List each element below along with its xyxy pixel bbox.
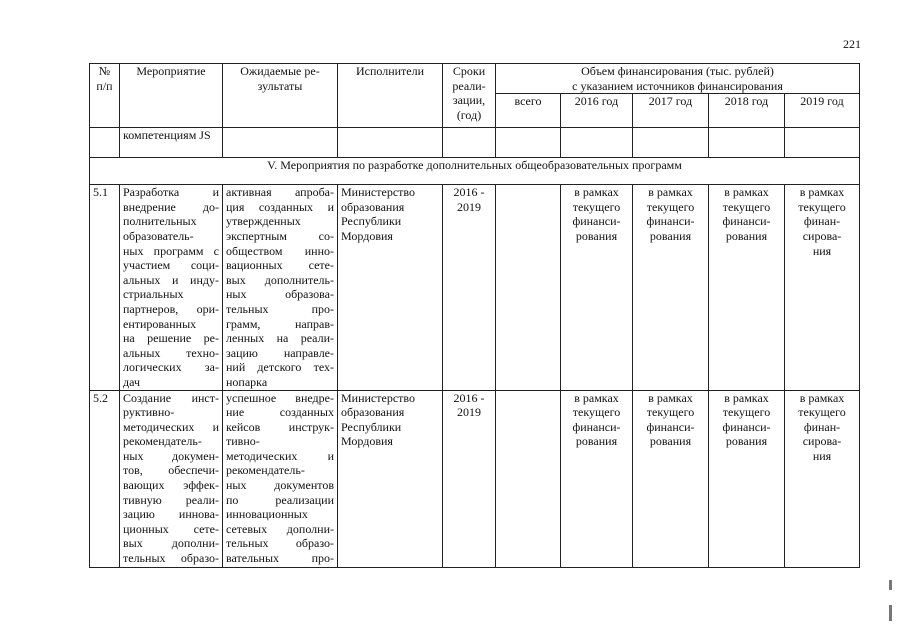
cell-line: на решение ре- (123, 331, 219, 346)
cell-line: вательных про- (226, 551, 334, 566)
row-num: 5.1 (90, 185, 120, 390)
row-terms (443, 185, 496, 390)
cell-line: вых дополни- (123, 536, 219, 551)
cell-line: тивно- (226, 434, 260, 449)
cell-line: участием соци- (123, 258, 219, 273)
cell-line: сирова- (802, 434, 842, 449)
cell-line: полнительных (123, 214, 197, 229)
cell-line: образования (341, 199, 405, 214)
cell-line: тельных про- (226, 301, 334, 316)
header-2018: 2018 год (709, 94, 785, 128)
cell-line: дач (123, 374, 140, 389)
cell-line: финан- (803, 214, 841, 229)
cell-line: внедрение до- (123, 199, 219, 214)
cell-line: успешное внедре- (226, 390, 334, 405)
row-2017 (633, 185, 709, 390)
cell-line: Создание инст- (123, 390, 219, 405)
scan-mark-2 (889, 605, 892, 621)
cell-line: методических и (226, 448, 334, 463)
cell-line: зацию направле- (226, 345, 334, 360)
cell-line: тельных образо- (226, 536, 334, 551)
cell-line: ентированных (123, 316, 197, 331)
header-executors: Исполнители (338, 64, 443, 128)
cell-line: альных техно- (123, 345, 219, 360)
cell-line: финанси- (572, 214, 621, 229)
cell-line: активная апроба- (226, 185, 334, 200)
row-2018 (709, 185, 785, 390)
cell-line: в рамках (648, 390, 693, 405)
cell-line: финан- (803, 419, 841, 434)
cell-line: ных докумен- (123, 448, 219, 463)
cell-line: ных образова- (226, 287, 334, 302)
header-row (90, 64, 860, 94)
row-2019 (785, 185, 860, 390)
row-total (496, 390, 561, 567)
section-row (90, 158, 860, 185)
page-number: 221 (843, 37, 861, 51)
row-event (120, 185, 223, 390)
cell-line: методических и (123, 419, 219, 434)
row-executors (338, 185, 443, 390)
cell-line: руктивно- (123, 405, 175, 420)
row-2016 (561, 185, 633, 390)
cell-line: вающих эффек- (123, 478, 219, 493)
cell-line: ния (812, 243, 832, 258)
cell-line: рования (725, 228, 768, 243)
cell-line: ния (812, 448, 832, 463)
cell-line: 2019 (457, 405, 481, 420)
cell-line: ционных сете- (123, 521, 219, 536)
cell-line: текущего (646, 405, 695, 420)
cell-line: сетевых дополни- (226, 521, 334, 536)
header-2017: 2017 год (633, 94, 709, 128)
cell-line: Мордовия (341, 228, 393, 243)
cell-line: финанси- (646, 419, 695, 434)
cell-line: ний детского тех- (226, 360, 334, 375)
cell-line: обществом инно- (226, 243, 334, 258)
cell-line: стриальных (123, 287, 184, 302)
cell-line: в рамках (724, 185, 769, 200)
cell-line: 2016 - (453, 390, 485, 405)
cell-line: в рамках (648, 185, 693, 200)
header-2016: 2016 год (561, 94, 633, 128)
cell-line: рекомендатель- (123, 434, 202, 449)
cell-line: текущего (798, 405, 846, 420)
cell-line: финанси- (572, 419, 621, 434)
continuation-event: компетенциям JS (120, 128, 223, 158)
cell-line: утвержденных (226, 214, 301, 229)
cell-line: текущего (646, 199, 695, 214)
cell-line: Министерство (341, 390, 415, 405)
cell-line: вационных сете- (226, 258, 334, 273)
cell-line: логических за- (123, 360, 219, 375)
cell-line: зацию иннова- (123, 507, 219, 522)
continuation-row (90, 128, 860, 158)
cell-line: 2019 (457, 199, 481, 214)
cell-line: Республики (341, 419, 402, 434)
cell-line: рования (725, 434, 768, 449)
cell-line: ных документов (226, 478, 334, 493)
cell-line: вых дополнитель- (226, 272, 334, 287)
cell-line: кейсов инструк- (226, 419, 334, 434)
cell-line: текущего (572, 405, 621, 420)
cell-line: в рамках (574, 390, 619, 405)
header-event: Мероприятие (120, 64, 223, 128)
cell-line: текущего (798, 199, 846, 214)
cell-line: в рамках (724, 390, 769, 405)
header-2019: 2019 год (785, 94, 860, 128)
row-num: 5.2 (90, 390, 120, 567)
cell-line: ных программ с (123, 243, 219, 258)
cell-line: Разработка и (123, 185, 219, 200)
cell-line: финанси- (722, 419, 771, 434)
header-total: всего (496, 94, 561, 128)
cell-line: ние созданных (226, 405, 334, 420)
cell-line: по реализации (226, 492, 334, 507)
cell-line: образования (341, 405, 405, 420)
row-2018 (709, 390, 785, 567)
row-results (223, 390, 338, 567)
cell-line: экспертным со- (226, 228, 334, 243)
cell-line: текущего (722, 405, 771, 420)
financing-table (89, 63, 860, 568)
row-2017 (633, 390, 709, 567)
cell-line: Республики (341, 214, 402, 229)
header-results: Ожидаемые ре-зультаты (223, 64, 338, 128)
cell-line: альных и инду- (123, 272, 219, 287)
cell-line: рования (575, 434, 618, 449)
cell-line: текущего (722, 199, 771, 214)
row-results (223, 185, 338, 390)
cell-line: финанси- (722, 214, 771, 229)
cell-line: грамм, направ- (226, 316, 334, 331)
cell-line: партнеров, ори- (123, 301, 219, 316)
cell-line: ция созданных и (226, 199, 334, 214)
cell-line: текущего (572, 199, 621, 214)
header-funding (496, 64, 860, 94)
cell-line: инновационных (226, 507, 308, 522)
cell-line: нопарка (226, 374, 268, 389)
cell-line: 2016 - (453, 185, 485, 200)
cell-line: рекомендатель- (226, 463, 305, 478)
table-row (90, 390, 860, 567)
cell-line: финанси- (646, 214, 695, 229)
cell-line: рования (575, 228, 618, 243)
cell-line: рования (649, 228, 692, 243)
cell-line: в рамках (574, 185, 619, 200)
cell-line: Министерство (341, 185, 415, 200)
row-event (120, 390, 223, 567)
cell-line: ленных на реали- (226, 331, 334, 346)
cell-line: в рамках (799, 390, 845, 405)
row-2019 (785, 390, 860, 567)
cell-line: Мордовия (341, 434, 393, 449)
header-funding-subtitle: с указанием источников финансирования (572, 78, 783, 93)
cell-line: сирова- (802, 228, 842, 243)
cell-line: образователь- (123, 228, 194, 243)
cell-line: тов, обеспечи- (123, 463, 219, 478)
row-total (496, 185, 561, 390)
row-terms (443, 390, 496, 567)
scan-mark-1 (889, 580, 892, 590)
header-terms: Сроки реали-зации, (год) (443, 64, 496, 128)
header-funding-title: Объем финансирования (тыс. рублей) (581, 64, 774, 78)
cell-line: рования (649, 434, 692, 449)
row-2016 (561, 390, 633, 567)
section-title: V. Мероприятия по разработке дополнительных общеобразовательных программ (90, 158, 860, 185)
cell-line: тивную реали- (123, 492, 219, 507)
header-num: № п/п (90, 64, 120, 128)
row-executors (338, 390, 443, 567)
table-row (90, 185, 860, 390)
cell-line: тельных образо- (123, 551, 219, 566)
cell-line: в рамках (799, 185, 845, 200)
